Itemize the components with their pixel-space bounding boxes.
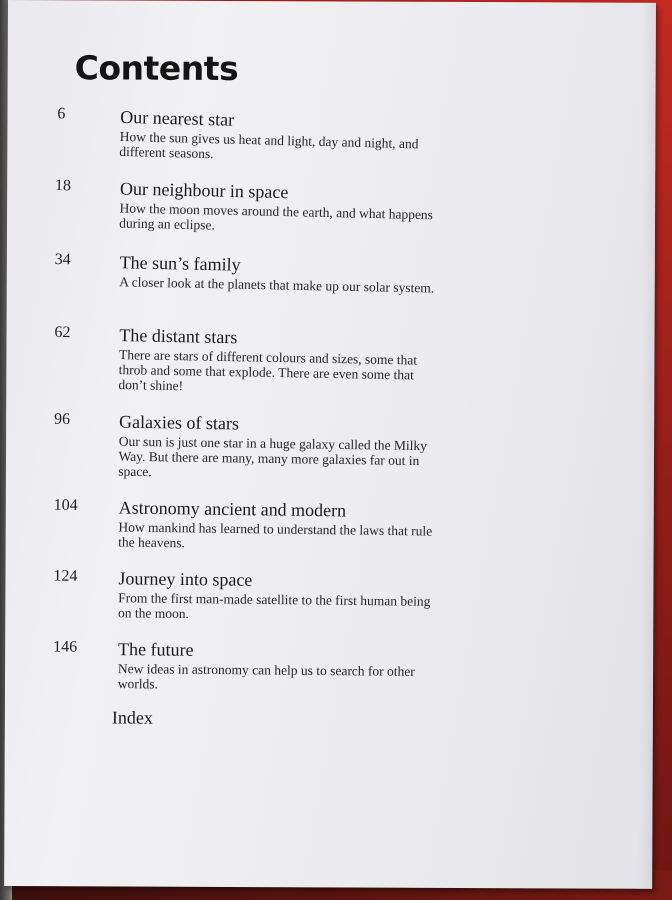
toc-page-number: 124 <box>53 567 78 585</box>
toc-chapter-title[interactable]: Galaxies of stars <box>118 411 240 434</box>
book-page <box>4 0 656 889</box>
toc-page-number: 96 <box>53 410 71 428</box>
toc-chapter-title[interactable]: Our nearest star <box>120 106 235 130</box>
toc-index-entry[interactable]: Index <box>111 707 153 728</box>
toc-chapter-description: How mankind has learned to understand the laws that rule the heavens. <box>118 519 433 551</box>
toc-entry[interactable] <box>6 567 654 622</box>
toc-entry[interactable] <box>7 176 655 233</box>
toc-page-number: 18 <box>54 177 72 195</box>
toc-page-number: 146 <box>53 638 78 656</box>
toc-entry[interactable] <box>5 638 653 692</box>
toc-page-number: 34 <box>54 250 71 269</box>
toc-page-number: 104 <box>53 496 78 514</box>
toc-chapter-description: New ideas in astronomy can help us to search for other worlds. <box>117 661 415 692</box>
toc-entry[interactable] <box>7 250 655 296</box>
toc-entry[interactable] <box>7 323 655 394</box>
toc-chapter-description: How the moon moves around the earth, and what happens during an eclipse. <box>119 200 434 233</box>
toc-chapter-description: How the sun gives us heat and light, day and night, and different seasons. <box>119 128 419 162</box>
page-title: Contents <box>74 48 239 89</box>
toc-chapter-description: There are stars of different colours and sizes, some that throb and some that explode. There are even some that don’t shine! <box>118 347 418 394</box>
toc-entry[interactable] <box>6 496 654 551</box>
toc-chapter-title[interactable]: The distant stars <box>119 325 238 348</box>
toc-page-number: 62 <box>54 323 71 342</box>
toc-page-number: 6 <box>57 105 66 123</box>
toc-chapter-title[interactable]: Astronomy ancient and modern <box>118 497 347 521</box>
toc-chapter-title[interactable]: The sun’s family <box>119 252 241 275</box>
toc-chapter-title[interactable]: Journey into space <box>118 568 253 590</box>
toc-chapter-title[interactable]: Our neighbour in space <box>119 178 289 203</box>
toc-chapter-description: From the first man-made satellite to the first human being on the moon. <box>117 590 431 622</box>
toc-entry[interactable] <box>6 410 654 480</box>
toc-entry[interactable] <box>8 104 656 162</box>
toc-chapter-title[interactable]: The future <box>118 639 194 660</box>
toc-chapter-description: Our sun is just one star in a huge galaxy called the Milky Way. But there are many, many more galaxies far out in space. <box>118 433 428 480</box>
toc-chapter-description: A closer look at the planets that make up our solar system. <box>119 274 435 296</box>
